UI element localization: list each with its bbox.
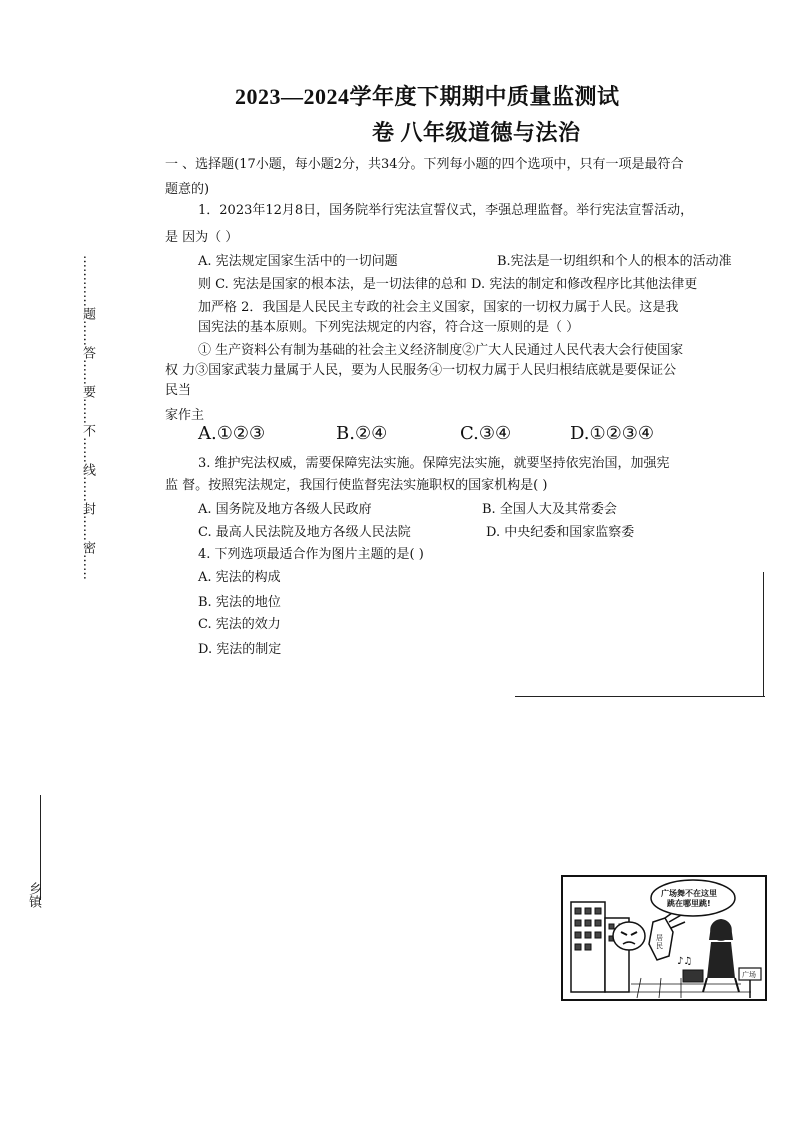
q2-option-d: D.①②③④ — [570, 423, 655, 444]
q2-option-c: C.③④ — [460, 423, 512, 444]
section-heading: 一 、选择题(17小题，每小题2分，共34分。下列每小题的四个选项中，只有一项是最符合 — [165, 157, 684, 172]
frame-bottom-line — [515, 696, 765, 697]
q3-option-d: D. 中央纪委和国家监察委 — [486, 525, 635, 540]
q1-stem: 1．2023年12月8日，国务院举行宪法宣誓仪式，李强总理监督。举行宪法宣誓活动， — [198, 203, 694, 218]
q3-option-a: A. 国务院及地方各级人民政府 — [198, 502, 372, 517]
town-label: 乡镇 — [26, 882, 41, 908]
q1-option-b: B.宪法是一切组织和个人的根本的活动准 — [497, 254, 732, 269]
q4-option-d: D. 宪法的制定 — [198, 642, 282, 657]
page-subtitle: 卷 八年级道德与法治 — [372, 120, 581, 145]
q4-option-c: C. 宪法的效力 — [198, 617, 281, 632]
svg-text:广场: 广场 — [742, 971, 756, 979]
q1-options-line3: 加严格 2．我国是人民民主专政的社会主义国家，国家的一切权力属于人民。这是我 — [198, 300, 679, 315]
q1-option-a: A. 宪法规定国家生活中的一切问题 — [198, 254, 398, 269]
frame-right-line — [763, 572, 764, 696]
q2-option-b: B.②④ — [336, 423, 388, 444]
page-title: 2023—2024学年度下期期中质量监测试 — [235, 84, 620, 109]
q3-stem-cont: 监 督。按照宪法规定，我国行使监督宪法实施职权的国家机构是( ) — [165, 478, 548, 493]
q1-options-line2: 则 C. 宪法是国家的根本法，是一切法律的总和 D. 宪法的制定和修改程序比其他法律更 — [198, 277, 698, 292]
q4-option-a: A. 宪法的构成 — [198, 570, 281, 585]
q1-stem-cont: 是 因为（ ） — [165, 230, 239, 245]
svg-text:居: 居 — [656, 934, 663, 942]
seal-line-text: …………题……答……要……不……线……封……密…… — [80, 255, 95, 580]
q4-stem: 4. 下列选项最适合作为图片主题的是( ) — [198, 547, 424, 562]
q3-stem: 3. 维护宪法权威，需要保障宪法实施。保障宪法实施，就要坚持依宪治国，加强宪 — [198, 456, 670, 471]
q4-option-b: B. 宪法的地位 — [198, 595, 281, 610]
svg-text:跳在哪里跳!: 跳在哪里跳! — [667, 899, 711, 908]
svg-text:广场舞不在这里: 广场舞不在这里 — [661, 889, 717, 898]
svg-text:民: 民 — [656, 942, 663, 950]
section-heading-cont: 题意的) — [165, 182, 210, 197]
q2-items-3: 民当 — [165, 383, 192, 398]
q2-stem: 国宪法的基本原则。下列宪法规定的内容，符合这一原则的是（ ） — [198, 320, 580, 335]
q2-items-4: 家作主 — [165, 408, 205, 423]
svg-text:♪♫: ♪♫ — [677, 956, 693, 967]
q2-items-1: ① 生产资料公有制为基础的社会主义经济制度②广大人民通过人民代表大会行使国家 — [198, 343, 684, 358]
q3-option-b: B. 全国人大及其常委会 — [482, 502, 617, 517]
cartoon-image — [561, 874, 767, 1002]
q2-items-2: 权 力③国家武装力量属于人民，要为人民服务④一切权力属于人民归根结底就是要保证公 — [165, 363, 677, 378]
q2-option-a: A.①②③ — [198, 423, 266, 444]
q3-option-c: C. 最高人民法院及地方各级人民法院 — [198, 525, 411, 540]
